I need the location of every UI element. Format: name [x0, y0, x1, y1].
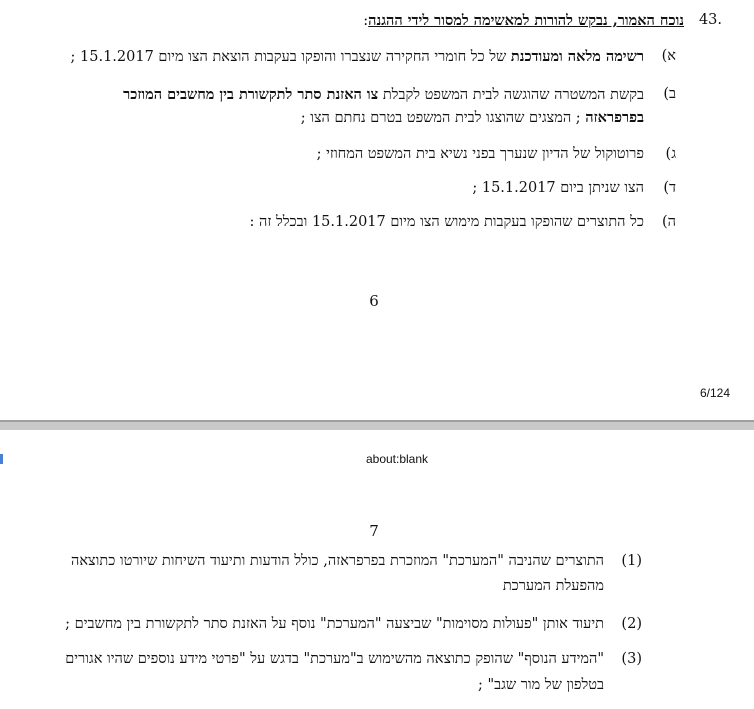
page-number: 7 [369, 522, 379, 540]
item-marker-a: א) [661, 48, 676, 64]
sub-item-1-line-2: מהפעלת המערכת [502, 578, 604, 594]
sub-item-3-line-2: בטלפון של מור שגב" ; [477, 677, 604, 693]
section-heading-text: נוכח האמור, נבקש להורות למאשימה למסור לידי ההגנה [368, 12, 684, 29]
item-a-bold: רשימה מלאה ומעודכנת [510, 48, 644, 65]
section-heading-tail: : [363, 13, 369, 29]
print-header-url: about:blank [365, 452, 429, 466]
item-b-line-1-plain: בקשת המשטרה שהוגשה לבית המשפט לקבלת [378, 87, 644, 103]
section-heading [363, 12, 684, 30]
item-e-text: כל התוצרים שהופקו בעקבות מימוש הצו מיום 15.1.2017 ובכלל זה : [249, 214, 644, 230]
sub-item-3-line-1: "המידע הנוסף" שהופק כתוצאה מהשימוש ב"מערכת" בדגש על "פרטי מידע נוספים שהיו אגורים [65, 651, 604, 667]
page-count: 6/124 [700, 386, 731, 400]
document-page-7 [0, 430, 754, 709]
sub-item-marker-3: (3) [621, 651, 642, 667]
section-number: .43 [698, 12, 722, 28]
sub-item-marker-2: (2) [621, 616, 642, 632]
edge-accent-mark [0, 454, 3, 464]
item-c-text: פרוטוקול של הדיון שנערך בפני נשיא בית המשפט המחוזי ; [316, 146, 644, 162]
sub-item-marker-1: (1) [621, 553, 642, 569]
item-marker-c: ג) [665, 146, 676, 162]
item-marker-b: ב) [663, 86, 676, 102]
item-a [71, 48, 644, 66]
item-a-text: של כל חומרי החקירה שנצברו והופקו בעקבות הוצאת הצו מיום 15.1.2017 ; [70, 49, 511, 65]
item-b-line-2-plain: ; המצגים שהוצגו לבית המשפט בטרם נחתם הצו ; [300, 110, 586, 126]
page-separator [0, 420, 754, 430]
item-b-line-2-bold: בפרפראזה [585, 109, 644, 126]
item-marker-e: ה) [662, 214, 676, 230]
sub-item-1-line-1: התוצרים שהניבה "המערכת" המוזכרת בפרפראזה, כולל הודעות ותיעוד השיחות שיורטו כתוצאה [71, 553, 604, 569]
item-b-line-1-bold: צו האזנת סתר לתקשורת בין מחשבים המוזכר [123, 86, 379, 103]
item-b-line-2 [301, 109, 644, 127]
sub-item-2-line-1: תיעוד אותן "פעולות מסוימות" שביצעה "המערכת" נוסף על האזנת סתר לתקשורת בין מחשבים ; [65, 616, 604, 632]
item-b-line-1 [123, 86, 644, 104]
item-marker-d: ד) [663, 180, 676, 196]
page-number: 6 [369, 292, 379, 310]
item-d-text: הצו שניתן ביום 15.1.2017 ; [472, 180, 644, 196]
